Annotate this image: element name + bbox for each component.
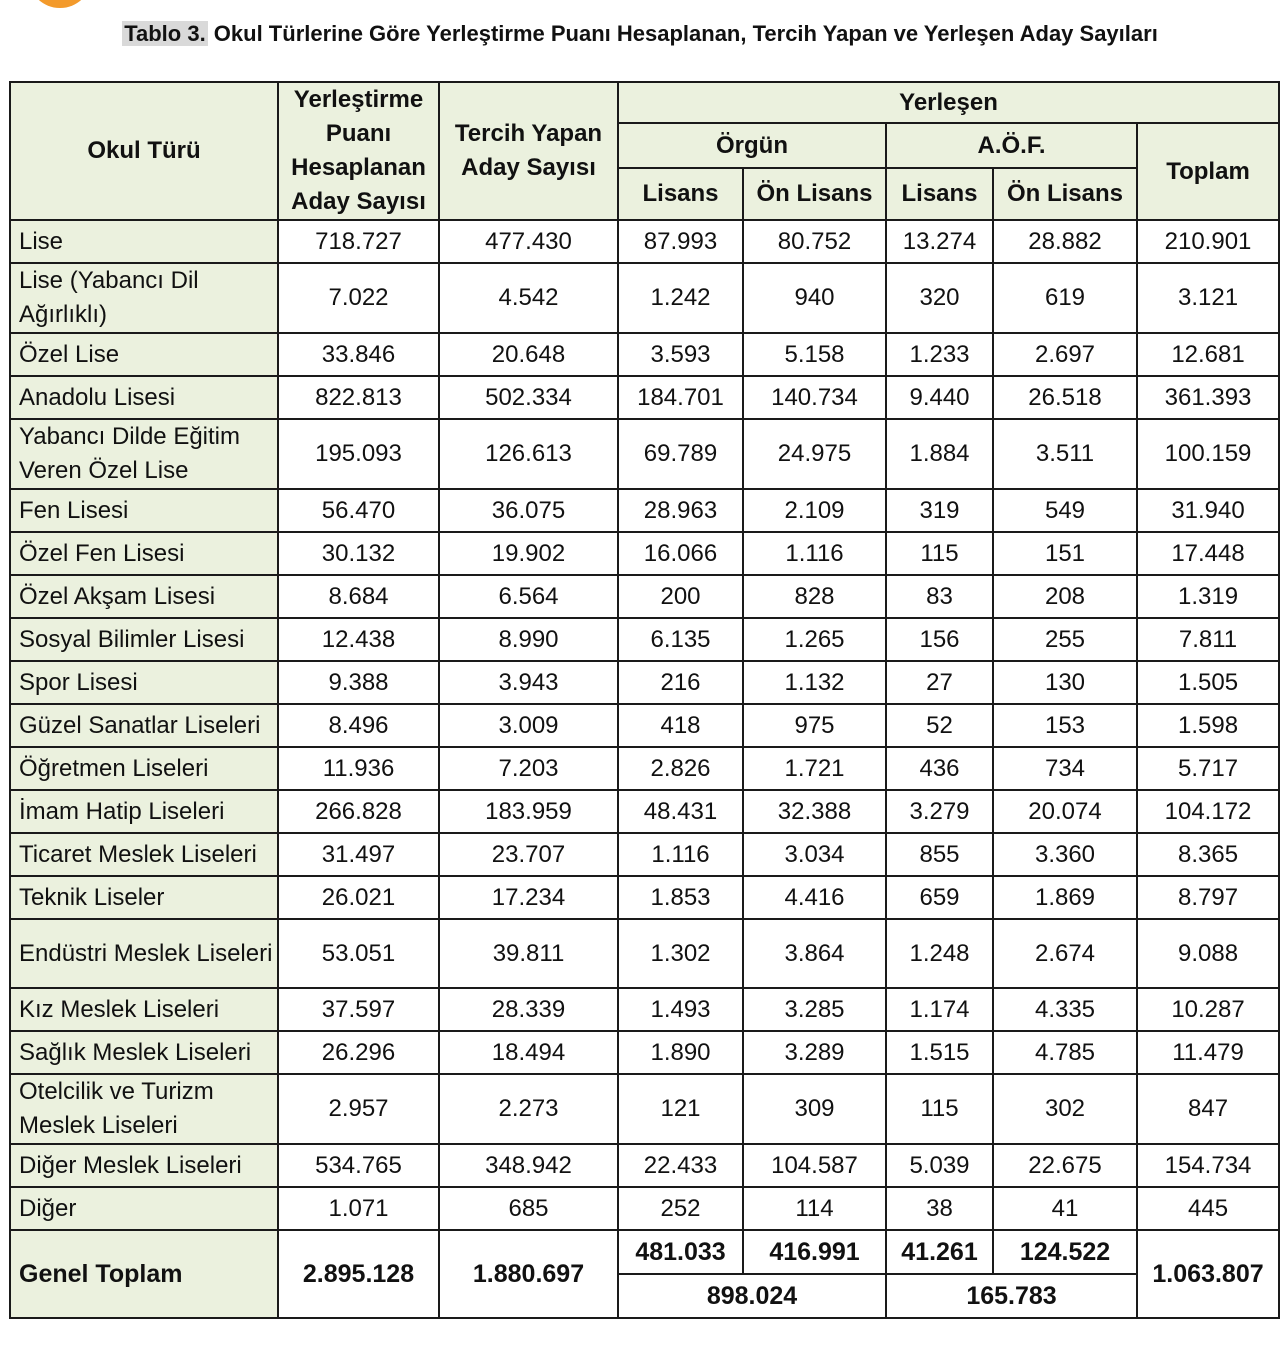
cell-orgun-lisans: 6.135 [618,618,743,661]
row-name: Ticaret Meslek Liseleri [10,833,278,876]
total-aof-sum: 165.783 [886,1274,1137,1318]
cell-yerlestirme: 56.470 [278,489,439,532]
table-row [10,1144,1279,1187]
row-name: Özel Akşam Lisesi [10,575,278,618]
cell-aof-lisans: 5.039 [886,1144,993,1187]
header-aof: A.Ö.F. [886,123,1137,168]
cell-orgun-lisans: 3.593 [618,333,743,376]
total-aof-on-lisans: 124.522 [993,1230,1137,1274]
table-row [10,333,1279,376]
cell-orgun-lisans: 1.242 [618,263,743,333]
table-row [10,661,1279,704]
cell-orgun-lisans: 200 [618,575,743,618]
total-toplam: 1.063.807 [1137,1230,1279,1318]
cell-orgun-on-lisans: 5.158 [743,333,886,376]
cell-aof-on-lisans: 1.869 [993,876,1137,919]
cell-orgun-lisans: 69.789 [618,419,743,489]
cell-aof-lisans: 319 [886,489,993,532]
header-aof-on-lisans: Ön Lisans [993,168,1137,220]
cell-toplam: 1.598 [1137,704,1279,747]
logo-badge [28,0,92,8]
cell-toplam: 1.505 [1137,661,1279,704]
cell-tercih: 18.494 [439,1031,618,1074]
row-name: Sosyal Bilimler Lisesi [10,618,278,661]
cell-aof-on-lisans: 3.511 [993,419,1137,489]
cell-toplam: 12.681 [1137,333,1279,376]
cell-yerlestirme: 12.438 [278,618,439,661]
cell-toplam: 5.717 [1137,747,1279,790]
cell-aof-lisans: 52 [886,704,993,747]
cell-tercih: 3.943 [439,661,618,704]
cell-yerlestirme: 26.021 [278,876,439,919]
cell-aof-on-lisans: 2.674 [993,919,1137,988]
cell-orgun-on-lisans: 1.116 [743,532,886,575]
cell-aof-lisans: 13.274 [886,220,993,263]
cell-tercih: 3.009 [439,704,618,747]
table-caption [0,16,1280,52]
cell-yerlestirme: 718.727 [278,220,439,263]
cell-aof-lisans: 855 [886,833,993,876]
table-body [10,220,1279,1230]
cell-orgun-lisans: 28.963 [618,489,743,532]
cell-tercih: 2.273 [439,1074,618,1144]
cell-orgun-on-lisans: 3.864 [743,919,886,988]
cell-yerlestirme: 8.684 [278,575,439,618]
cell-orgun-on-lisans: 1.265 [743,618,886,661]
cell-yerlestirme: 33.846 [278,333,439,376]
cell-aof-lisans: 115 [886,532,993,575]
cell-orgun-on-lisans: 828 [743,575,886,618]
cell-tercih: 39.811 [439,919,618,988]
cell-aof-on-lisans: 4.335 [993,988,1137,1031]
cell-tercih: 20.648 [439,333,618,376]
cell-yerlestirme: 7.022 [278,263,439,333]
cell-tercih: 7.203 [439,747,618,790]
cell-tercih: 685 [439,1187,618,1230]
cell-aof-lisans: 83 [886,575,993,618]
cell-orgun-on-lisans: 975 [743,704,886,747]
cell-toplam: 104.172 [1137,790,1279,833]
cell-toplam: 11.479 [1137,1031,1279,1074]
total-yerlestirme: 2.895.128 [278,1230,439,1318]
row-name: Güzel Sanatlar Liseleri [10,704,278,747]
cell-orgun-on-lisans: 2.109 [743,489,886,532]
cell-toplam: 31.940 [1137,489,1279,532]
cell-toplam: 10.287 [1137,988,1279,1031]
cell-yerlestirme: 266.828 [278,790,439,833]
caption-title: Okul Türlerine Göre Yerleştirme Puanı Hesaplanan, Tercih Yapan ve Yerleşen Aday Sayıları [207,21,1158,46]
total-tercih: 1.880.697 [439,1230,618,1318]
cell-toplam: 154.734 [1137,1144,1279,1187]
cell-yerlestirme: 195.093 [278,419,439,489]
cell-aof-on-lisans: 41 [993,1187,1137,1230]
table-row [10,790,1279,833]
row-name: İmam Hatip Liseleri [10,790,278,833]
total-label: Genel Toplam [10,1230,278,1318]
cell-toplam: 1.319 [1137,575,1279,618]
cell-aof-lisans: 115 [886,1074,993,1144]
cell-aof-on-lisans: 734 [993,747,1137,790]
cell-aof-lisans: 156 [886,618,993,661]
cell-tercih: 126.613 [439,419,618,489]
total-orgun-on-lisans: 416.991 [743,1230,886,1274]
cell-yerlestirme: 53.051 [278,919,439,988]
table-row [10,833,1279,876]
total-aof-lisans: 41.261 [886,1230,993,1274]
cell-orgun-on-lisans: 80.752 [743,220,886,263]
cell-orgun-lisans: 2.826 [618,747,743,790]
row-name: Endüstri Meslek Liseleri [10,919,278,988]
header-yerlestirme: Yerleştirme Puanı Hesaplanan Aday Sayısı [278,82,439,220]
total-orgun-lisans: 481.033 [618,1230,743,1274]
table-row [10,1187,1279,1230]
cell-toplam: 847 [1137,1074,1279,1144]
table-row [10,263,1279,333]
table-row [10,489,1279,532]
cell-tercih: 183.959 [439,790,618,833]
cell-orgun-lisans: 121 [618,1074,743,1144]
cell-yerlestirme: 30.132 [278,532,439,575]
cell-orgun-lisans: 418 [618,704,743,747]
cell-orgun-on-lisans: 24.975 [743,419,886,489]
header-orgun-lisans: Lisans [618,168,743,220]
cell-tercih: 19.902 [439,532,618,575]
header-tercih: Tercih Yapan Aday Sayısı [439,82,618,220]
cell-orgun-lisans: 216 [618,661,743,704]
cell-orgun-on-lisans: 3.034 [743,833,886,876]
cell-aof-on-lisans: 153 [993,704,1137,747]
row-name: Anadolu Lisesi [10,376,278,419]
row-name: Öğretmen Liseleri [10,747,278,790]
row-name: Özel Fen Lisesi [10,532,278,575]
cell-toplam: 361.393 [1137,376,1279,419]
cell-aof-lisans: 1.248 [886,919,993,988]
cell-orgun-lisans: 1.493 [618,988,743,1031]
table-row [10,1031,1279,1074]
cell-aof-lisans: 9.440 [886,376,993,419]
cell-orgun-lisans: 1.890 [618,1031,743,1074]
cell-aof-on-lisans: 20.074 [993,790,1137,833]
cell-yerlestirme: 26.296 [278,1031,439,1074]
cell-orgun-lisans: 1.853 [618,876,743,919]
cell-tercih: 8.990 [439,618,618,661]
table-total [10,1230,1279,1318]
cell-aof-lisans: 1.515 [886,1031,993,1074]
cell-toplam: 9.088 [1137,919,1279,988]
cell-tercih: 6.564 [439,575,618,618]
cell-tercih: 502.334 [439,376,618,419]
cell-aof-lisans: 1.174 [886,988,993,1031]
cell-yerlestirme: 37.597 [278,988,439,1031]
cell-aof-on-lisans: 619 [993,263,1137,333]
row-name: Diğer Meslek Liseleri [10,1144,278,1187]
caption-lead: Tablo 3. [124,21,206,46]
cell-orgun-lisans: 16.066 [618,532,743,575]
row-name: Lise [10,220,278,263]
cell-aof-on-lisans: 549 [993,489,1137,532]
table-row [10,876,1279,919]
table-row [10,988,1279,1031]
cell-aof-on-lisans: 26.518 [993,376,1137,419]
header-aof-lisans: Lisans [886,168,993,220]
cell-aof-on-lisans: 255 [993,618,1137,661]
cell-aof-lisans: 27 [886,661,993,704]
cell-tercih: 23.707 [439,833,618,876]
cell-aof-on-lisans: 151 [993,532,1137,575]
cell-orgun-on-lisans: 1.132 [743,661,886,704]
header-toplam: Toplam [1137,123,1279,220]
cell-orgun-lisans: 1.116 [618,833,743,876]
placement-table [9,81,1280,1319]
header-okul-turu: Okul Türü [10,82,278,220]
table-row [10,919,1279,988]
table-row [10,747,1279,790]
cell-aof-lisans: 659 [886,876,993,919]
cell-orgun-on-lisans: 140.734 [743,376,886,419]
cell-tercih: 348.942 [439,1144,618,1187]
row-name: Özel Lise [10,333,278,376]
table-row [10,376,1279,419]
cell-aof-lisans: 436 [886,747,993,790]
cell-orgun-on-lisans: 3.289 [743,1031,886,1074]
row-name: Spor Lisesi [10,661,278,704]
cell-aof-on-lisans: 130 [993,661,1137,704]
cell-aof-lisans: 1.233 [886,333,993,376]
table-row [10,220,1279,263]
cell-aof-on-lisans: 3.360 [993,833,1137,876]
cell-orgun-lisans: 1.302 [618,919,743,988]
cell-orgun-on-lisans: 32.388 [743,790,886,833]
cell-toplam: 8.797 [1137,876,1279,919]
cell-yerlestirme: 2.957 [278,1074,439,1144]
cell-aof-lisans: 1.884 [886,419,993,489]
cell-tercih: 477.430 [439,220,618,263]
table-row [10,1074,1279,1144]
table-row [10,575,1279,618]
cell-orgun-on-lisans: 104.587 [743,1144,886,1187]
cell-aof-on-lisans: 4.785 [993,1031,1137,1074]
cell-yerlestirme: 1.071 [278,1187,439,1230]
cell-aof-lisans: 3.279 [886,790,993,833]
cell-tercih: 4.542 [439,263,618,333]
cell-orgun-on-lisans: 1.721 [743,747,886,790]
cell-orgun-on-lisans: 4.416 [743,876,886,919]
cell-orgun-on-lisans: 309 [743,1074,886,1144]
table-row [10,532,1279,575]
cell-aof-on-lisans: 2.697 [993,333,1137,376]
total-orgun-sum: 898.024 [618,1274,886,1318]
cell-yerlestirme: 9.388 [278,661,439,704]
header-yerlesen: Yerleşen [618,82,1279,123]
cell-orgun-on-lisans: 114 [743,1187,886,1230]
cell-tercih: 17.234 [439,876,618,919]
row-name: Lise (Yabancı Dil Ağırlıklı) [10,263,278,333]
cell-toplam: 210.901 [1137,220,1279,263]
cell-yerlestirme: 534.765 [278,1144,439,1187]
cell-tercih: 28.339 [439,988,618,1031]
cell-aof-on-lisans: 208 [993,575,1137,618]
cell-orgun-lisans: 22.433 [618,1144,743,1187]
cell-toplam: 8.365 [1137,833,1279,876]
cell-yerlestirme: 822.813 [278,376,439,419]
cell-toplam: 3.121 [1137,263,1279,333]
cell-aof-on-lisans: 22.675 [993,1144,1137,1187]
row-name: Diğer [10,1187,278,1230]
row-name: Yabancı Dilde Eğitim Veren Özel Lise [10,419,278,489]
header-orgun: Örgün [618,123,886,168]
cell-tercih: 36.075 [439,489,618,532]
row-name: Otelcilik ve Turizm Meslek Liseleri [10,1074,278,1144]
cell-yerlestirme: 31.497 [278,833,439,876]
cell-orgun-lisans: 48.431 [618,790,743,833]
cell-aof-lisans: 320 [886,263,993,333]
cell-orgun-on-lisans: 940 [743,263,886,333]
table-row [10,704,1279,747]
row-name: Kız Meslek Liseleri [10,988,278,1031]
cell-orgun-lisans: 87.993 [618,220,743,263]
cell-aof-on-lisans: 302 [993,1074,1137,1144]
cell-orgun-lisans: 252 [618,1187,743,1230]
cell-toplam: 7.811 [1137,618,1279,661]
row-name: Fen Lisesi [10,489,278,532]
cell-orgun-lisans: 184.701 [618,376,743,419]
cell-toplam: 445 [1137,1187,1279,1230]
cell-yerlestirme: 8.496 [278,704,439,747]
table-row [10,419,1279,489]
cell-toplam: 100.159 [1137,419,1279,489]
cell-yerlestirme: 11.936 [278,747,439,790]
row-name: Teknik Liseler [10,876,278,919]
cell-orgun-on-lisans: 3.285 [743,988,886,1031]
cell-aof-lisans: 38 [886,1187,993,1230]
table-row [10,618,1279,661]
row-name: Sağlık Meslek Liseleri [10,1031,278,1074]
cell-toplam: 17.448 [1137,532,1279,575]
header-orgun-on-lisans: Ön Lisans [743,168,886,220]
cell-aof-on-lisans: 28.882 [993,220,1137,263]
